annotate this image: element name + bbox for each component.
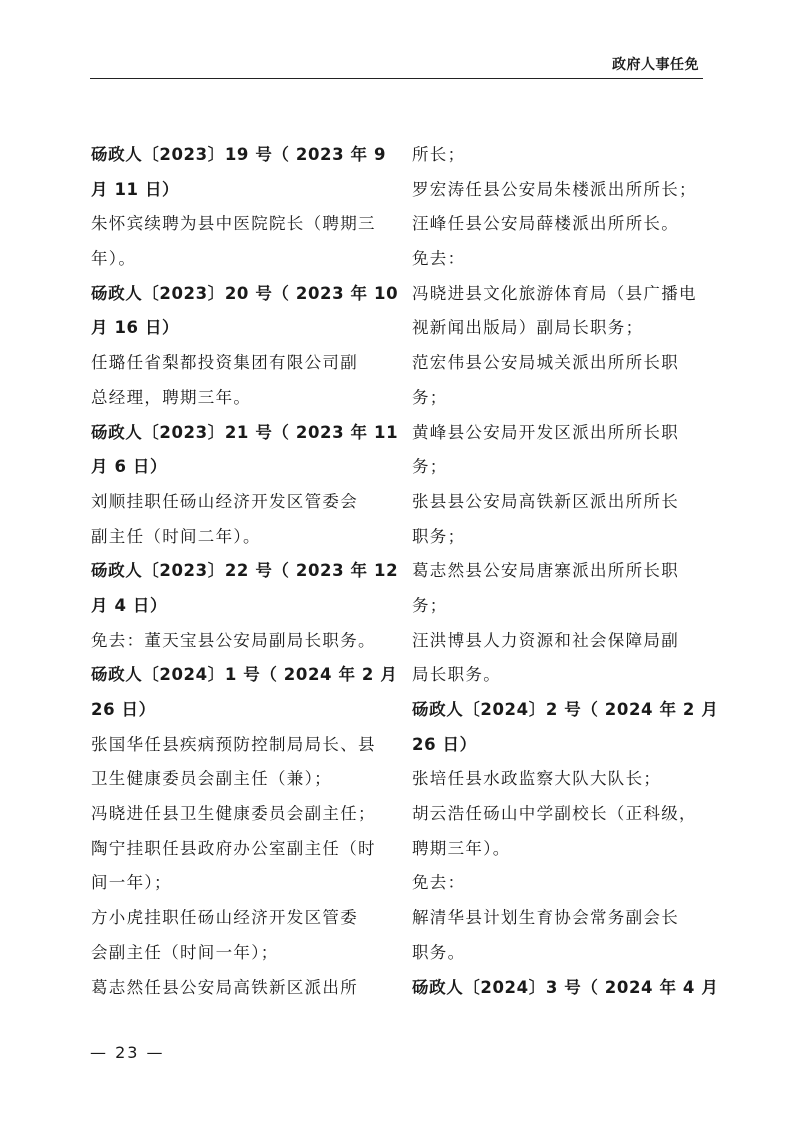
document-number-heading: 月 4 日） — [91, 595, 168, 615]
document-number-heading: 砀政人〔2024〕3 号（ 2024 年 4 月 — [412, 977, 719, 997]
page-header — [90, 54, 703, 79]
text-line: 会副主任（时间一年）； — [91, 942, 279, 962]
document-number-heading: 月 6 日） — [91, 457, 168, 477]
text-line: 冯晓进县文化旅游体育局（县广播电 — [412, 283, 697, 303]
text-line: 汪洪博县人力资源和社会保障局副 — [412, 630, 679, 650]
text-line: 局长职务。 — [412, 665, 501, 685]
document-number-heading: 砀政人〔2024〕2 号（ 2024 年 2 月 — [412, 700, 719, 719]
document-number-heading: 砀政人〔2023〕21 号（ 2023 年 11 — [91, 422, 399, 442]
text-line: 方小虎挂职任砀山经济开发区管委 — [91, 908, 358, 928]
text-line: 范宏伟县公安局城关派出所所长职 — [412, 353, 679, 373]
text-line: 汪峰任县公安局薛楼派出所所长。 — [412, 214, 679, 234]
text-line: 卫生健康委员会副主任（兼）； — [91, 769, 332, 789]
text-line: 葛志然县公安局唐寨派出所所长职 — [412, 561, 679, 581]
document-number-heading: 砀政人〔2023〕20 号（ 2023 年 10 — [91, 283, 399, 303]
text-line: 间一年）； — [91, 873, 172, 893]
document-number-heading: 26 日） — [91, 700, 156, 719]
document-number-heading: 砀政人〔2024〕1 号（ 2024 年 2 月 — [91, 665, 398, 685]
text-line: 务； — [412, 595, 448, 615]
text-line: 黄峰县公安局开发区派出所所长职 — [412, 422, 679, 442]
text-line: 冯晓进任县卫生健康委员会副主任； — [91, 804, 376, 824]
right-column — [412, 138, 719, 1005]
document-number-heading: 月 16 日） — [91, 318, 180, 338]
left-column — [91, 138, 399, 1005]
text-line: 张县县公安局高铁新区派出所所长 — [412, 491, 679, 511]
text-line: 免去：董天宝县公安局副局长职务。 — [91, 630, 376, 650]
text-line: 总经理，聘期三年。 — [91, 387, 252, 407]
text-line: 职务。 — [412, 942, 466, 962]
document-number-heading: 月 11 日） — [91, 179, 180, 199]
text-line: 张培任县水政监察大队大队长； — [412, 769, 662, 789]
text-line: 务； — [412, 457, 448, 477]
text-line: 罗宏涛任县公安局朱楼派出所所长； — [412, 179, 697, 199]
document-number-heading: 26 日） — [412, 734, 477, 754]
page-number: — 23 — — [90, 1043, 165, 1062]
text-line: 年）。 — [91, 249, 137, 269]
text-line: 胡云浩任砀山中学副校长（正科级， — [412, 804, 697, 824]
text-line: 聘期三年）。 — [412, 838, 511, 858]
text-line: 葛志然任县公安局高铁新区派出所 — [91, 977, 358, 997]
text-line: 免去： — [412, 249, 466, 269]
text-line: 朱怀宾续聘为县中医院院长（聘期三 — [91, 214, 376, 234]
text-line: 陶宁挂职任县政府办公室副主任（时 — [91, 838, 376, 858]
document-number-heading: 砀政人〔2023〕19 号（ 2023 年 9 — [91, 145, 387, 164]
text-line: 刘顺挂职任砀山经济开发区管委会 — [91, 491, 358, 511]
text-line: 张国华任县疾病预防控制局局长、县 — [91, 734, 376, 754]
section-title: 政府人事任免 — [612, 57, 699, 73]
text-line: 所长； — [412, 145, 466, 164]
text-line: 免去： — [412, 873, 466, 893]
text-line: 任璐任省梨都投资集团有限公司副 — [91, 353, 358, 373]
text-line: 副主任（时间二年）。 — [91, 526, 261, 546]
document-number-heading: 砀政人〔2023〕22 号（ 2023 年 12 — [91, 561, 399, 581]
text-line: 视新闻出版局）副局长职务； — [412, 318, 644, 338]
text-line: 职务； — [412, 526, 466, 546]
text-line: 解清华县计划生育协会常务副会长 — [412, 908, 679, 928]
text-line: 务； — [412, 387, 448, 407]
